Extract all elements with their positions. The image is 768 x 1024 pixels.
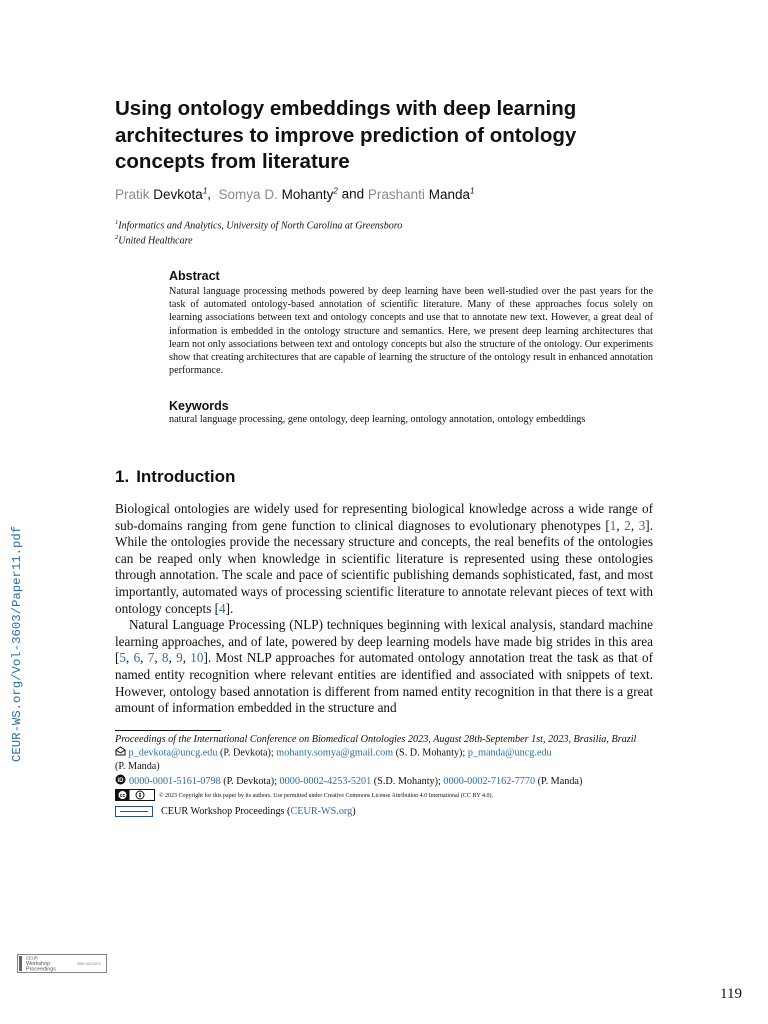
paragraph-1: Biological ontologies are widely used for representing biological knowledge across a wide range of sub-domains ranging from gene function to clinical diagnoses to evolutionary phenotypes [1, 2, 3]. While the ontologies provide the necessary structure and concepts, the real benefits of the ontologies can be reaped only when knowledge in scientific literature is represented using these ontologies through annotation. The scale and pace of scientific publishing demands sophisticated, fast, and most importantly, automated ways of processing scientific literature to annotate relevant pieces of text with ontology concepts [4].: [115, 501, 653, 616]
footnotes: [115, 733, 655, 818]
badge-line2: Workshop: [26, 961, 51, 967]
citation-link[interactable]: 3: [638, 517, 646, 533]
citation-link[interactable]: 5: [119, 650, 126, 666]
citation-link[interactable]: 10: [190, 650, 204, 666]
body-text: [115, 501, 653, 717]
creative-commons-icon: [115, 789, 155, 805]
copyright-line: [115, 789, 655, 805]
badge-line1: CEUR: [26, 955, 38, 961]
author-3: Prashanti Manda$^1$: [367, 186, 475, 202]
orcid-line: iD 0000-0001-5161-0798 (P. Devkota); 0000-0002-4253-5201 (S.D. Mohanty); 0000-0002-7162-7770 (P. Manda): [115, 774, 655, 789]
orcid-link-devkota[interactable]: 0000-0001-5161-0798: [129, 775, 221, 787]
section-number: 1.: [115, 467, 130, 486]
keywords-text: natural language processing, gene ontology, deep learning, ontology annotation, ontology embeddings: [169, 414, 586, 425]
svg-text:cc: cc: [119, 792, 126, 799]
citation-link[interactable]: 2: [624, 517, 631, 533]
ceur-line: CEUR Workshop Proceedings ( CEUR-WS.org ): [115, 805, 655, 818]
ceur-logo-icon: [115, 806, 153, 817]
author-and: and: [341, 186, 365, 202]
citation-link[interactable]: 8: [161, 650, 169, 666]
sidebar-url-text[interactable]: CEUR-WS.org/Vol-3603/Paper11.pdf: [10, 525, 24, 762]
email-line: p_devkota@uncg.edu (P. Devkota); mohanty.somya@gmail.com (S. D. Mohanty); p_manda@uncg.edu (P. Manda): [115, 747, 552, 773]
paper-title: Using ontology embeddings with deep learning architectures to improve prediction of ontology concepts from literature: [115, 97, 577, 173]
abstract-text: Natural language processing methods powered by deep learning have been well-studied over the past years for the task of automated ontology-based annotation of scientific literature. Many of these approaches focus solely on learning associations between text and ontology concepts and use that to annotate new text. However, a great deal of information is embedded in the ontology structure and semantics. Here, we present deep learning architectures that learn not only associations between text and ontology concepts but also the structure of the ontology. Our experiments show that creating architectures that are capable of learning the structure of the ontology result in enhanced annotation performance.: [169, 286, 653, 377]
author-list: Pratik Devkota$^1$, Somya D. Mohanty$^2$ and Prashanti Manda$^1$: [115, 186, 475, 202]
keywords-heading: Keywords: [169, 399, 229, 413]
author-1: Pratik Devkota$^1$: [115, 186, 208, 202]
abstract-heading: Abstract: [169, 269, 220, 283]
citation-link[interactable]: 7: [147, 650, 155, 666]
orcid-icon: [115, 774, 126, 789]
footnote-divider: [115, 730, 221, 731]
email-link-devkota[interactable]: p_devkota@uncg.edu: [128, 747, 218, 759]
orcid-link-manda[interactable]: 0000-0002-7162-7770: [443, 775, 536, 787]
section-title: Introduction: [136, 467, 236, 486]
email-link-mohanty[interactable]: mohanty.somya@gmail.com: [276, 747, 394, 759]
copyright-text: © 2023 Copyright for this paper by its authors. Use permitted under Creative Commons License Attribution 4.0 International (CC BY 4.0).: [159, 793, 493, 800]
svg-text:iD: iD: [117, 777, 124, 784]
ceur-workshop-badge: [17, 954, 107, 973]
citation-link[interactable]: 4: [219, 600, 226, 616]
citation-link[interactable]: 1: [609, 517, 617, 533]
paragraph-2: Natural Language Processing (NLP) techniques beginning with lexical analysis, standard machine learning approaches, and of late, powered by deep learning models have made big strides in this area [5, 6, 7, 8, 9, 10]. Most NLP approaches for automated ontology annotation treat the task as that of named entity recognition where relevant entities are identified and associated with snippets of text. However, ontology based annotation is different from named entity recognition in that there is a great amount of information embedded in the structure and: [115, 617, 654, 716]
affiliation-1: $^1$Informatics and Analytics, University of North Carolina at Greensboro: [115, 219, 403, 232]
page-number: 119: [720, 986, 742, 1002]
citation-link[interactable]: 6: [133, 650, 141, 666]
affiliation-2: $^2$United Healthcare: [115, 234, 193, 247]
citation-link[interactable]: 9: [176, 650, 183, 666]
proceedings-note: Proceedings of the International Conference on Biomedical Ontologies 2023, August 28th-September 1st, 2023, Brasilia, Brazil: [115, 734, 637, 745]
email-link-manda[interactable]: p_manda@uncg.edu: [467, 747, 552, 759]
badge-issn: ISSN 1613-0073: [77, 962, 101, 966]
orcid-link-mohanty[interactable]: 0000-0002-4253-5201: [279, 775, 372, 787]
email-icon: [115, 746, 126, 760]
section-heading: [115, 467, 235, 487]
ceur-ws-link[interactable]: CEUR-WS.org: [290, 806, 353, 818]
badge-line3: Proceedings: [26, 966, 56, 973]
author-2: Somya D. Mohanty$^2$: [218, 186, 338, 202]
